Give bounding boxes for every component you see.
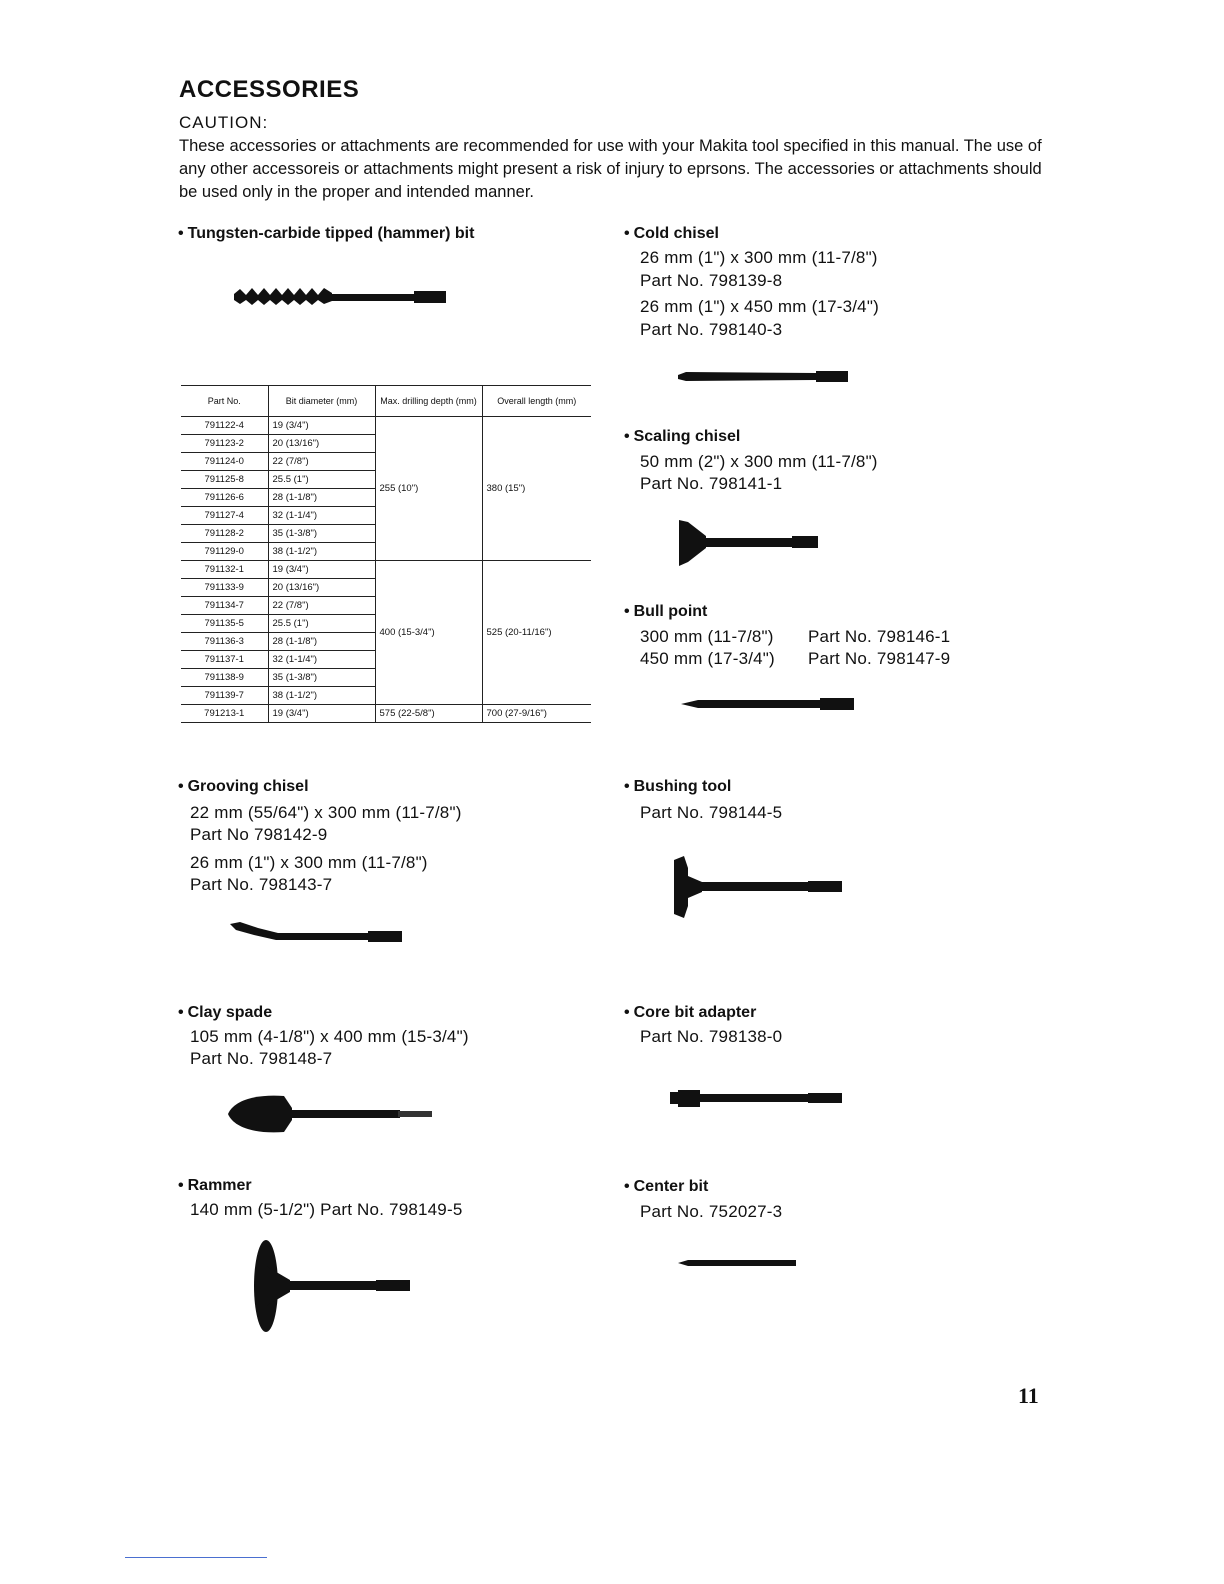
bullet-icon: •: [624, 225, 630, 242]
grooving-chisel-part-2: Part No. 798143-7: [190, 875, 333, 894]
cell-max-depth: 575 (22-5/8"): [375, 705, 482, 723]
bushing-tool-image: [670, 854, 844, 920]
scaling-chisel-image: [678, 518, 820, 568]
bit-specifications-table: [181, 385, 591, 723]
scaling-chisel-size: 50 mm (2") x 300 mm (11-7/8"): [640, 452, 878, 471]
cell-part-no: 791213-1: [181, 705, 268, 723]
cell-part-no: 791128-2: [181, 525, 268, 543]
caution-text: These accessories or attachments are recommended for use with your Makita tool specified in this manual. The use of any other accessoreis or attachments might present a risk of injury to eprsons. The accessories or attachments should be used only in the proper and intended manner.: [179, 137, 1042, 201]
caution-label: CAUTION:: [179, 113, 269, 132]
center-bit-heading: [624, 1178, 708, 1196]
cold-chisel-part-2: Part No. 798140-3: [640, 320, 783, 339]
clay-spade-image: [226, 1092, 434, 1136]
cell-bit-diameter: 19 (3/4"): [268, 705, 375, 723]
cell-bit-diameter: 25.5 (1"): [268, 471, 375, 489]
cell-bit-diameter: 19 (3/4"): [268, 417, 375, 435]
bullet-icon: •: [178, 1004, 184, 1021]
core-bit-adapter-title: Core bit adapter: [633, 1004, 757, 1021]
center-bit-part: Part No. 752027-3: [640, 1202, 783, 1221]
grooving-chisel-size-1: 22 mm (55/64") x 300 mm (11-7/8"): [190, 803, 462, 822]
bull-point-size-2: 450 mm (17-3/4"): [640, 649, 775, 668]
bullet-icon: •: [178, 225, 184, 242]
clay-spade-part: Part No. 798148-7: [190, 1049, 333, 1068]
cell-max-depth: 255 (10"): [375, 417, 482, 561]
cell-part-no: 791122-4: [181, 417, 268, 435]
cell-part-no: 791124-0: [181, 453, 268, 471]
clay-spade-title: Clay spade: [187, 1004, 273, 1021]
cell-overall-length: 700 (27-9/16"): [482, 705, 591, 723]
cell-part-no: 791127-4: [181, 507, 268, 525]
cell-bit-diameter: 32 (1-1/4"): [268, 507, 375, 525]
core-bit-adapter-part: Part No. 798138-0: [640, 1027, 783, 1046]
cell-part-no: 791123-2: [181, 435, 268, 453]
cell-bit-diameter: 35 (1-3/8"): [268, 669, 375, 687]
table-row: [181, 705, 591, 723]
cell-part-no: 791129-0: [181, 543, 268, 561]
scaling-chisel-heading: [624, 428, 740, 446]
cold-chisel-part-1: Part No. 798139-8: [640, 271, 783, 290]
cell-bit-diameter: 22 (7/8"): [268, 453, 375, 471]
bull-point-size-1: 300 mm (11-7/8"): [640, 627, 774, 646]
center-bit-image: [676, 1258, 798, 1268]
cell-bit-diameter: 38 (1-1/2"): [268, 543, 375, 561]
cell-bit-diameter: 20 (13/16"): [268, 435, 375, 453]
cell-max-depth: 400 (15-3/4"): [375, 561, 482, 705]
bullet-icon: •: [624, 1178, 630, 1195]
bull-point-part-1: Part No. 798146-1: [808, 627, 951, 646]
cell-bit-diameter: 35 (1-3/8"): [268, 525, 375, 543]
bullet-icon: •: [624, 1004, 630, 1021]
header-overall-length: Overall length (mm): [482, 386, 591, 417]
cell-part-no: 791125-8: [181, 471, 268, 489]
bullet-icon: •: [178, 778, 184, 795]
grooving-chisel-heading: [178, 778, 309, 796]
cell-overall-length: 380 (15"): [482, 417, 591, 561]
hammer-bit-image: [232, 280, 448, 310]
bushing-tool-heading: [624, 778, 731, 796]
scaling-chisel-part: Part No. 798141-1: [640, 474, 783, 493]
bull-point-title: Bull point: [633, 603, 708, 620]
header-bit-diameter: Bit diameter (mm): [268, 386, 375, 417]
scaling-chisel-title: Scaling chisel: [633, 428, 741, 445]
tungsten-bit-title: Tungsten-carbide tipped (hammer) bit: [187, 225, 475, 242]
cold-chisel-image: [676, 370, 850, 384]
footer-divider: [125, 1557, 267, 1558]
cell-part-no: 791138-9: [181, 669, 268, 687]
grooving-chisel-size-2: 26 mm (1") x 300 mm (11-7/8"): [190, 853, 428, 872]
table-body: [181, 417, 591, 723]
clay-spade-size: 105 mm (4-1/8") x 400 mm (15-3/4"): [190, 1027, 469, 1046]
cell-part-no: 791139-7: [181, 687, 268, 705]
cell-bit-diameter: 20 (13/16"): [268, 579, 375, 597]
table-row: [181, 561, 591, 579]
table-header-row: [181, 386, 591, 417]
bull-point-part-2: Part No. 798147-9: [808, 649, 951, 668]
core-bit-adapter-heading: [624, 1004, 756, 1022]
cold-chisel-heading: [624, 225, 719, 243]
cell-bit-diameter: 38 (1-1/2"): [268, 687, 375, 705]
cell-part-no: 791132-1: [181, 561, 268, 579]
grooving-chisel-image: [228, 920, 404, 944]
header-max-depth: Max. drilling depth (mm): [375, 386, 482, 417]
rammer-title: Rammer: [187, 1177, 252, 1194]
cell-bit-diameter: 32 (1-1/4"): [268, 651, 375, 669]
rammer-heading: [178, 1177, 252, 1195]
rammer-image: [252, 1236, 412, 1336]
cell-bit-diameter: 19 (3/4"): [268, 561, 375, 579]
cell-bit-diameter: 28 (1-1/8"): [268, 489, 375, 507]
table-row: [181, 417, 591, 435]
rammer-size-part: 140 mm (5-1/2") Part No. 798149-5: [190, 1200, 463, 1219]
cell-overall-length: 525 (20-11/16"): [482, 561, 591, 705]
page-title: ACCESSORIES: [179, 76, 360, 103]
clay-spade-heading: [178, 1004, 272, 1022]
grooving-chisel-part-1: Part No 798142-9: [190, 825, 328, 844]
tungsten-bit-heading: [178, 225, 474, 243]
header-part-no: Part No.: [181, 386, 268, 417]
cell-part-no: 791134-7: [181, 597, 268, 615]
cell-bit-diameter: 22 (7/8"): [268, 597, 375, 615]
bushing-tool-part: Part No. 798144-5: [640, 803, 783, 822]
page-number: 11: [1018, 1383, 1039, 1408]
grooving-chisel-title: Grooving chisel: [187, 778, 309, 795]
bull-point-heading: [624, 603, 707, 621]
cell-bit-diameter: 25.5 (1"): [268, 615, 375, 633]
cold-chisel-size-2: 26 mm (1") x 450 mm (17-3/4"): [640, 297, 879, 316]
cell-part-no: 791135-5: [181, 615, 268, 633]
bullet-icon: •: [624, 603, 630, 620]
bushing-tool-title: Bushing tool: [633, 778, 732, 795]
cell-part-no: 791136-3: [181, 633, 268, 651]
bullet-icon: •: [624, 428, 630, 445]
cell-part-no: 791133-9: [181, 579, 268, 597]
cell-part-no: 791126-6: [181, 489, 268, 507]
bullet-icon: •: [178, 1177, 184, 1194]
bull-point-image: [680, 698, 856, 710]
cell-bit-diameter: 28 (1-1/8"): [268, 633, 375, 651]
core-bit-adapter-image: [668, 1088, 844, 1110]
bullet-icon: •: [624, 778, 630, 795]
cold-chisel-size-1: 26 mm (1") x 300 mm (11-7/8"): [640, 248, 878, 267]
cell-part-no: 791137-1: [181, 651, 268, 669]
center-bit-title: Center bit: [633, 1178, 709, 1195]
cold-chisel-title: Cold chisel: [633, 225, 719, 242]
